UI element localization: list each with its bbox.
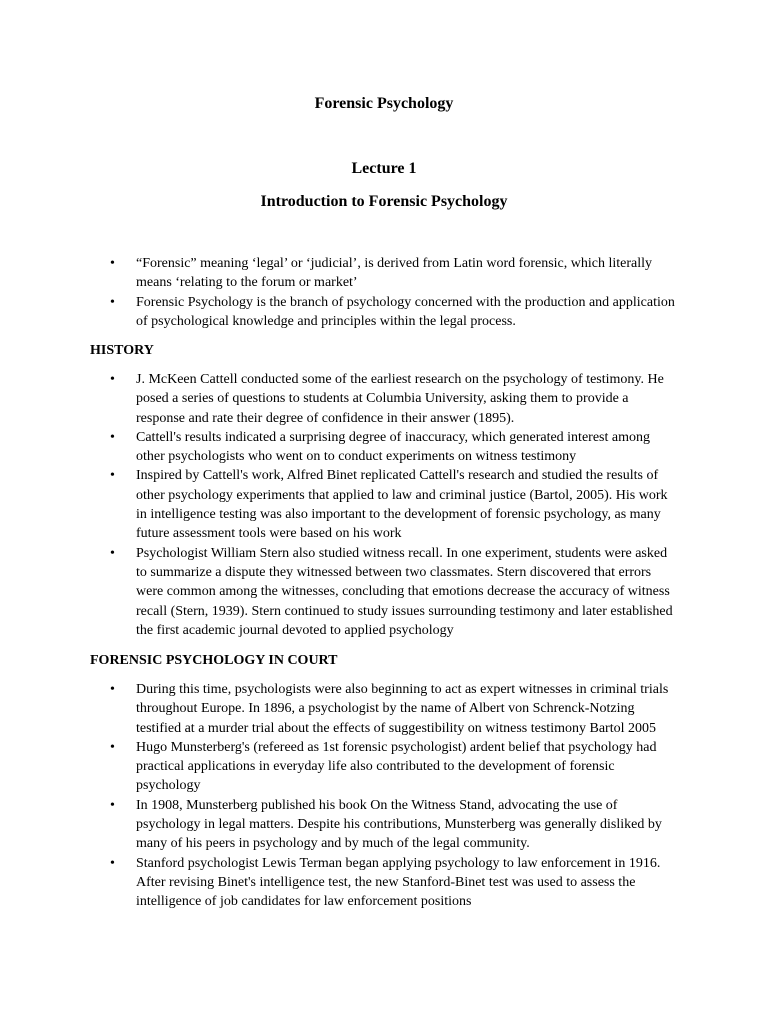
list-item-text: Stanford psychologist Lewis Terman began applying psychology to law enforcement in 1916. After revising Binet's intelligence test, the new Stanford-Binet test was used to assess the intelligence of job candidates for law enforcement positions xyxy=(136,855,661,910)
court-list xyxy=(0,680,768,912)
list-item xyxy=(0,293,678,332)
section-heading-court: FORENSIC PSYCHOLOGY IN COURT xyxy=(90,653,338,668)
intro-list xyxy=(0,254,768,331)
section-heading-history: HISTORY xyxy=(90,343,154,358)
list-item-text: J. McKeen Cattell conducted some of the earliest research on the psychology of testimony. He posed a series of questions to students at Columbia University, asking them to provide a response and rate their degree of confidence in their answer (1895). xyxy=(136,372,664,426)
bullet-icon: • xyxy=(110,739,115,755)
list-item-text: During this time, psychologists were also beginning to act as expert witnesses in criminal trials throughout Europe. In 1896, a psychologist by the name of Albert von Schrenck-Notzing testified at a murder trial about the effects of suggestibility on witness testimony Bartol 2005 xyxy=(136,682,669,736)
list-item xyxy=(0,254,678,293)
bullet-icon: • xyxy=(110,294,115,310)
list-item xyxy=(0,428,678,467)
lecture-number: Lecture 1 xyxy=(351,160,417,177)
bullet-icon: • xyxy=(110,468,115,484)
history-list xyxy=(0,370,768,640)
bullet-icon: • xyxy=(110,682,115,697)
list-item-text: “Forensic” meaning ‘legal’ or ‘judicial’, is derived from Latin word forensic, which literally means ‘relating to the forum or market’ xyxy=(136,256,653,291)
lecture-title: Introduction to Forensic Psychology xyxy=(260,193,508,210)
list-item-text: Forensic Psychology is the branch of psychology concerned with the production and application of psychological knowledge and principles within the legal process. xyxy=(136,294,675,329)
list-item xyxy=(0,854,678,912)
bullet-icon: • xyxy=(110,372,115,387)
list-item xyxy=(0,370,678,428)
list-item xyxy=(0,544,678,640)
bullet-icon: • xyxy=(110,256,115,271)
list-item-text: Hugo Munsterberg's (refereed as 1st forensic psychologist) ardent belief that psychology had practical applications in everyday life also contributed to the development of forensic psychology xyxy=(136,739,657,794)
list-item-text: Psychologist William Stern also studied witness recall. In one experiment, students were asked to summarize a dispute they witnessed between two classmates. Stern discovered that errors were common among the witnesses, concluding that emotions decrease the accuracy of witness recall (Stern, 1939). Stern continued to study issues surrounding testimony and later established the first academic journal devoted to applied psychology xyxy=(136,545,673,638)
bullet-icon: • xyxy=(110,429,115,445)
list-item-text: In 1908, Munsterberg published his book On the Witness Stand, advocating the use of psychology in legal matters. Despite his contributions, Munsterberg was generally disliked by many of his peers in psychology and by much of the legal community. xyxy=(136,797,662,852)
bullet-icon: • xyxy=(110,797,115,813)
list-item xyxy=(0,796,678,854)
list-item xyxy=(0,466,678,543)
course-title: Forensic Psychology xyxy=(314,95,454,112)
list-item-text: Cattell's results indicated a surprising degree of inaccuracy, which generated interest among other psychologists who went on to conduct experiments on witness testimony xyxy=(136,429,650,465)
bullet-icon: • xyxy=(110,855,115,871)
list-item xyxy=(0,738,678,796)
list-item xyxy=(0,680,678,738)
list-item-text: Inspired by Cattell's work, Alfred Binet replicated Cattell's research and studied the results of other psychology experiments that applied to law and criminal justice (Bartol, 2005). His work in intelligence testing was also important to the development of forensic psychology, as many future assessment tools were based on his work xyxy=(136,468,668,542)
bullet-icon: • xyxy=(110,545,115,561)
